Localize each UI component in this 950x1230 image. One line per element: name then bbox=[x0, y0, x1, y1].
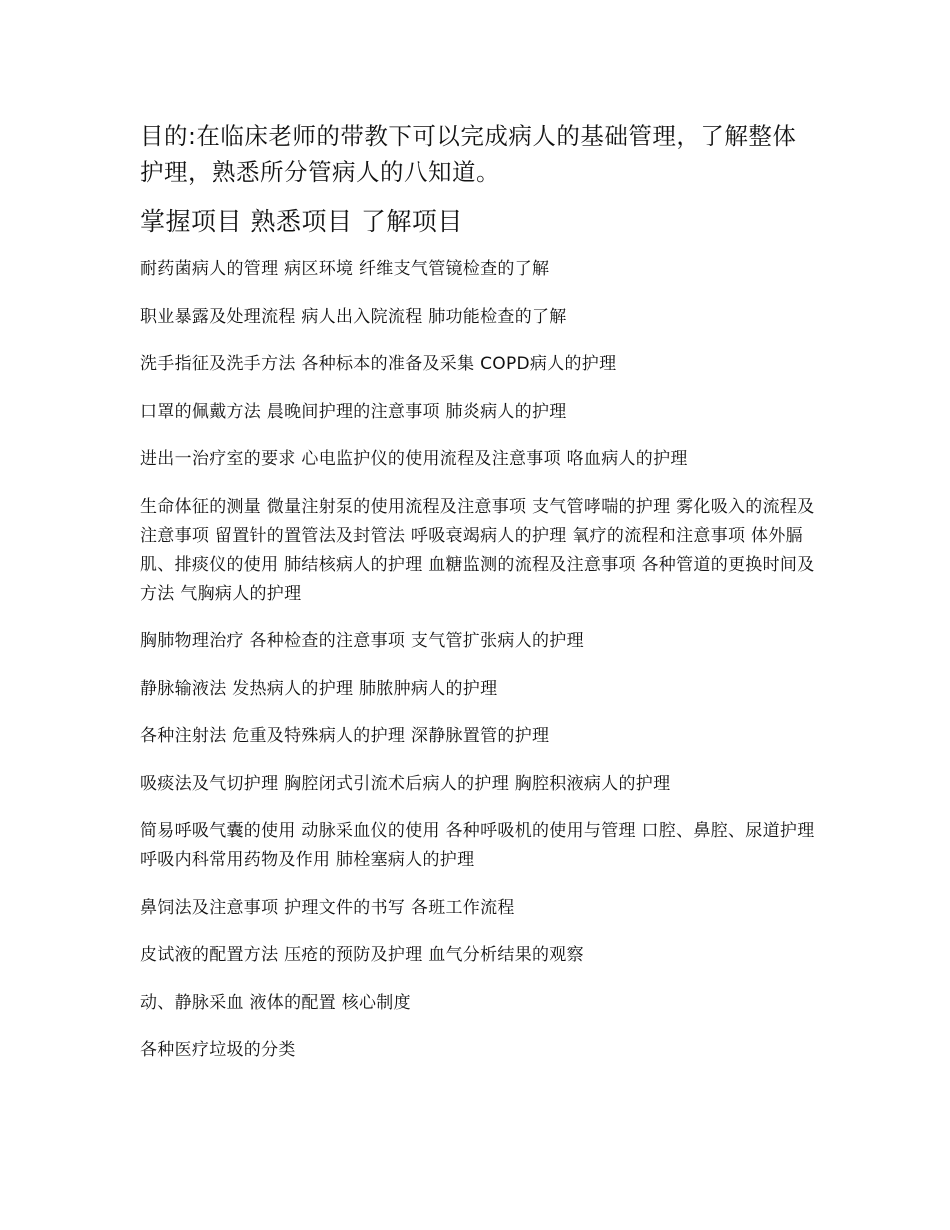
list-item: 吸痰法及气切护理 胸腔闭式引流术后病人的护理 胸腔积液病人的护理 bbox=[140, 773, 671, 794]
list-item: 职业暴露及处理流程 病人出入院流程 肺功能检查的了解 bbox=[140, 306, 567, 327]
list-item: 洗手指征及洗手方法 各种标本的准备及采集 COPD病人的护理 bbox=[140, 354, 617, 374]
document-page bbox=[140, 118, 820, 1084]
list-item: 胸肺物理治疗 各种检查的注意事项 支气管扩张病人的护理 bbox=[140, 631, 584, 651]
list-item: 鼻饲法及注意事项 护理文件的书写 各班工作流程 bbox=[140, 897, 515, 918]
section-heading: 掌握项目 熟悉项目 了解项目 bbox=[140, 207, 463, 236]
list-item: 生命体征的测量 微量注射泵的使用流程及注意事项 支气管哮喘的护理 雾化吸入的流程及注意事项 留置针的置管法及封管法 呼吸衰竭病人的护理 氧疗的流程和注意事项 体外膈肌、排痰仪的使用 肺结核病人的护理 血糖监测的流程及注意事项 各种管道的更换时间及方法 气胸病人的护理 bbox=[140, 496, 815, 604]
list-item: 动、静脉采血 液体的配置 核心制度 bbox=[140, 992, 411, 1013]
list-item: 口罩的佩戴方法 晨晚间护理的注意事项 肺炎病人的护理 bbox=[140, 401, 567, 422]
list-item: 耐药菌病人的管理 病区环境 纤维支气管镜检查的了解 bbox=[140, 259, 550, 279]
list-item: 各种注射法 危重及特殊病人的护理 深静脉置管的护理 bbox=[140, 726, 550, 746]
list-item: 各种医疗垃圾的分类 bbox=[140, 1040, 296, 1060]
list-item: 进出一治疗室的要求 心电监护仪的使用流程及注意事项 咯血病人的护理 bbox=[140, 449, 688, 469]
list-item: 简易呼吸气囊的使用 动脉采血仪的使用 各种呼吸机的使用与管理 口腔、鼻腔、尿道护理 呼吸内科常用药物及作用 肺栓塞病人的护理 bbox=[140, 821, 815, 870]
list-item: 皮试液的配置方法 压疮的预防及护理 血气分析结果的观察 bbox=[140, 945, 584, 965]
purpose-paragraph: 目的:在临床老师的带教下可以完成病人的基础管理，了解整体护理，熟悉所分管病人的八知道。 bbox=[140, 122, 797, 186]
list-item: 静脉输液法 发热病人的护理 肺脓肿病人的护理 bbox=[140, 678, 498, 699]
